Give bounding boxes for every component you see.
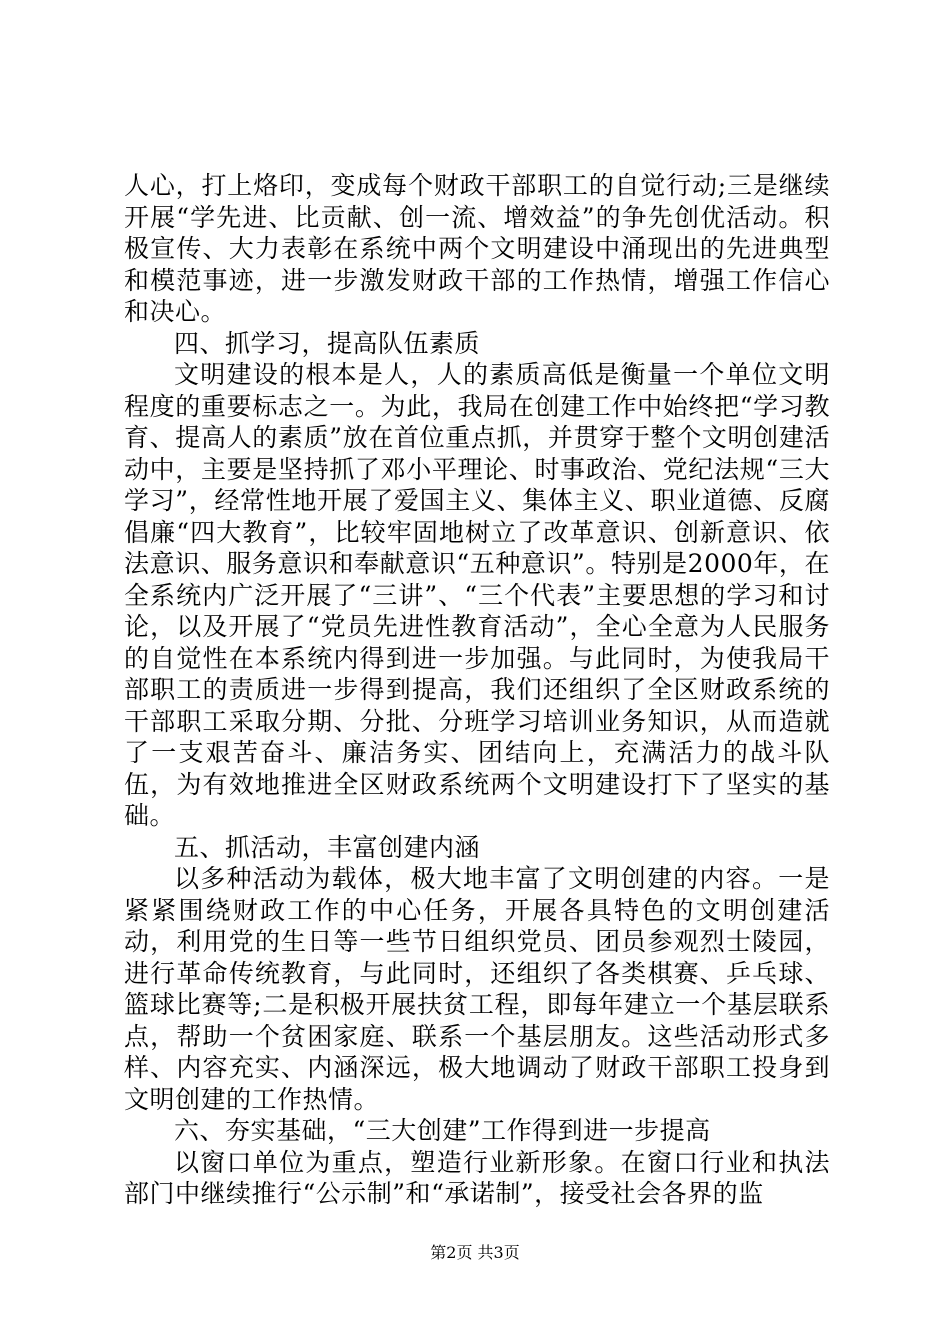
paragraph-study: 文明建设的根本是人，人的素质高低是衡量一个单位文明程度的重要标志之一。为此，我局在创建工作中始终把“学习教育、提高人的素质”放在首位重点抓，并贯穿于整个文明创建活动中，主要是坚持抓了邓小平理论、时事政治、党纪法规“三大学习”，经常性地开展了爱国主义、集体主义、职业道德、反腐倡廉“四大教育”，比较牢固地树立了改革意识、创新意识、依法意识、服务意识和奉献意识“五种意识”。特别是2000年，在全系统内广泛开展了“三讲”、“三个代表”主要思想的学习和讨论，以及开展了“党员先进性教育活动”，全心全意为人民服务的自觉性在本系统内得到进一步加强。与此同时，为使我局干部职工的责质进一步得到提高，我们还组织了全区财政系统的干部职工采取分期、分批、分班学习培训业务知识，从而造就了一支艰苦奋斗、廉洁务实、团结向上，充满活力的战斗队伍，为有效地推进全区财政系统两个文明建设打下了坚实的基础。 <box>124 360 830 830</box>
section-heading-5: 五、抓活动，丰富创建内涵 <box>174 832 481 862</box>
paragraph-activities: 以多种活动为载体，极大地丰富了文明创建的内容。一是紧紧围绕财政工作的中心任务，开展各具特色的文明创建活动，利用党的生日等一些节日组织党员、团员参观烈士陵园，进行革命传统教育，与此同时，还组织了各类棋赛、乒乓球、篮球比赛等;二是积极开展扶贫工程，即每年建立一个基层联系点，帮助一个贫困家庭、联系一个基层朋友。这些活动形式多样、内容充实、内涵深远，极大地调动了财政干部职工投身到文明创建的工作热情。 <box>124 864 830 1114</box>
paragraph-continuation: 人心，打上烙印，变成每个财政干部职工的自觉行动;三是继续开展“学先进、比贡献、创一流、增效益”的争先创优活动。积极宣传、大力表彰在系统中两个文明建设中涌现出的先进典型和模范事迹，进一步激发财政干部的工作热情，增强工作信心和决心。 <box>124 171 830 326</box>
section-heading-6: 六、夯实基础，“三大创建”工作得到进一步提高 <box>174 1116 711 1145</box>
page-number-footer: 第2页 共3页 <box>430 1243 520 1262</box>
document-body <box>124 170 830 1210</box>
section-heading-4: 四、抓学习，提高队伍素质 <box>174 328 481 358</box>
paragraph-foundation: 以窗口单位为重点，塑造行业新形象。在窗口行业和执法部门中继续推行“公示制”和“承诺制”，接受社会各界的监 <box>124 1147 830 1208</box>
